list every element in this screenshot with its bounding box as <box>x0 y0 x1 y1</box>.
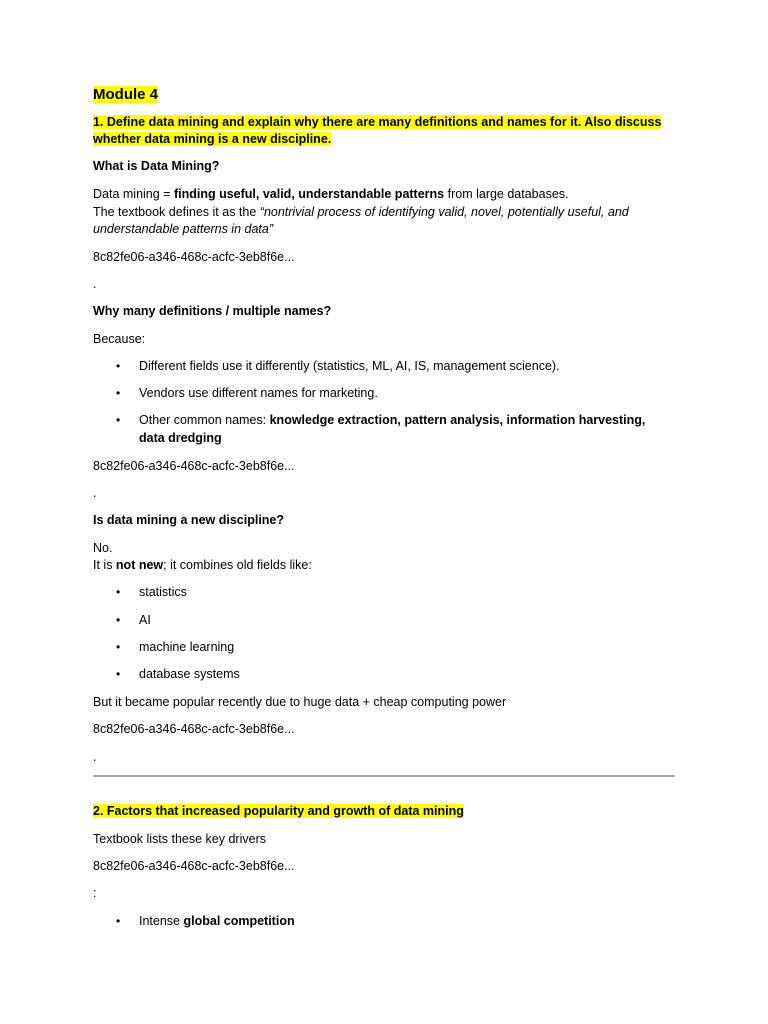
bullet-icon: • <box>116 914 121 928</box>
textbook-definition: The textbook defines it as the “nontrivial process of identifying valid, novel, potentially useful, and <box>93 205 629 219</box>
list-item: AI <box>139 613 151 627</box>
drivers-intro: Textbook lists these key drivers <box>93 832 266 846</box>
list-item: Other common names: knowledge extraction, pattern analysis, information harvesting, <box>139 413 646 427</box>
because-label: Because: <box>93 332 146 346</box>
citation-reference: 8c82fe06-a346-468c-acfc-3eb8f6e... <box>93 459 295 473</box>
answer-no: No. <box>93 541 113 555</box>
list-item: machine learning <box>139 640 235 654</box>
horizontal-divider <box>93 775 675 777</box>
list-item: database systems <box>139 667 240 681</box>
bullet-icon: • <box>116 386 121 400</box>
citation-colon: : <box>93 886 97 900</box>
list-item-continued: data dredging <box>139 431 222 445</box>
citation-reference: 8c82fe06-a346-468c-acfc-3eb8f6e... <box>93 722 295 736</box>
why-many-definitions-heading: Why many definitions / multiple names? <box>93 304 332 318</box>
definition-line: Data mining = finding useful, valid, understandable patterns from large databases. <box>93 187 569 201</box>
page-title: Module 4 <box>93 86 159 103</box>
citation-reference: 8c82fe06-a346-468c-acfc-3eb8f6e... <box>93 250 295 264</box>
popularity-line: But it became popular recently due to huge data + cheap computing power <box>93 695 507 709</box>
not-new-line: It is not new; it combines old fields like: <box>93 558 312 572</box>
new-discipline-heading: Is data mining a new discipline? <box>93 513 285 527</box>
list-item: Intense global competition <box>139 914 295 928</box>
bullet-icon: • <box>116 413 121 427</box>
bullet-icon: • <box>116 585 121 599</box>
citation-period: . <box>93 750 97 764</box>
list-item: statistics <box>139 585 187 599</box>
citation-period: . <box>93 277 97 291</box>
citation-period: . <box>93 486 97 500</box>
textbook-definition-continued: understandable patterns in data” <box>93 222 273 236</box>
bullet-icon: • <box>116 640 121 654</box>
what-is-data-mining-heading: What is Data Mining? <box>93 159 220 173</box>
question-1-heading-continued: whether data mining is a new discipline. <box>93 132 332 146</box>
bullet-icon: • <box>116 359 121 373</box>
question-2-heading: 2. Factors that increased popularity and growth of data mining <box>93 804 464 818</box>
list-item: Different fields use it differently (statistics, ML, AI, IS, management science). <box>139 359 560 373</box>
bullet-icon: • <box>116 613 121 627</box>
list-item: Vendors use different names for marketing. <box>139 386 378 400</box>
citation-reference: 8c82fe06-a346-468c-acfc-3eb8f6e... <box>93 859 295 873</box>
bullet-icon: • <box>116 667 121 681</box>
question-1-heading: 1. Define data mining and explain why there are many definitions and names for it. Also discuss <box>93 115 662 129</box>
